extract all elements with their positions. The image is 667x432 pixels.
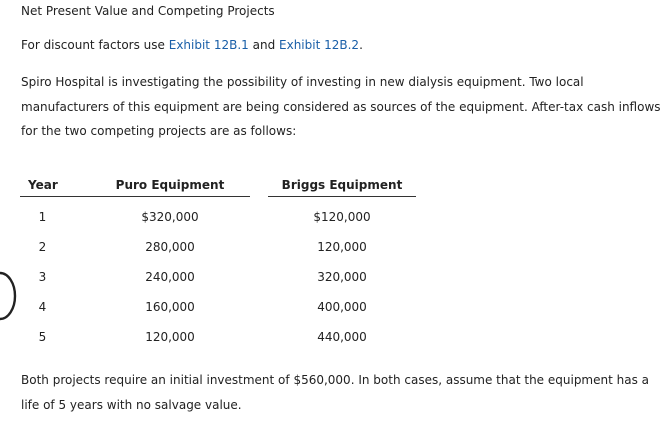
table-row xyxy=(20,292,416,322)
header-spacer xyxy=(250,173,268,197)
puro-cell: 280,000 xyxy=(145,240,195,254)
briggs-cell: 120,000 xyxy=(317,240,367,254)
year-header: Year xyxy=(20,173,65,197)
table-row xyxy=(20,232,416,262)
year-cell: 4 xyxy=(38,300,47,314)
discount-factor-note xyxy=(21,38,363,52)
discount-middle: and xyxy=(252,38,276,52)
briggs-cell: 440,000 xyxy=(317,330,367,344)
discount-suffix: . xyxy=(359,38,363,52)
year-cell: 1 xyxy=(38,210,47,224)
page-title: Net Present Value and Competing Projects xyxy=(21,4,275,18)
discount-prefix: For discount factors use xyxy=(21,38,165,52)
puro-cell: $320,000 xyxy=(141,210,199,224)
table-row xyxy=(20,197,416,233)
cash-inflows-table xyxy=(20,173,416,352)
table-header-row xyxy=(20,173,416,197)
briggs-cell: $120,000 xyxy=(313,210,371,224)
puro-cell: 120,000 xyxy=(145,330,195,344)
year-cell: 2 xyxy=(38,240,47,254)
outro-paragraph: Both projects require an initial investment of $560,000. In both cases, assume that the equipment has a life of 5 years with no salvage value. xyxy=(21,373,650,412)
year-cell: 3 xyxy=(38,270,47,284)
table-row xyxy=(20,322,416,352)
puro-cell: 160,000 xyxy=(145,300,195,314)
puro-header: Puro Equipment xyxy=(90,173,250,197)
margin-arc-icon xyxy=(0,270,20,322)
intro-paragraph: Spiro Hospital is investigating the possibility of investing in new dialysis equipment. Two local manufacturers of this equipment are being considered as sources of the equipment. After-tax cash inflows for the two competing projects are as follows: xyxy=(21,75,661,138)
header-spacer xyxy=(65,173,90,197)
table-row xyxy=(20,262,416,292)
briggs-header: Briggs Equipment xyxy=(268,173,416,197)
year-cell: 5 xyxy=(38,330,47,344)
exhibit-12b2-link[interactable]: Exhibit 12B.2 xyxy=(279,38,360,52)
briggs-cell: 320,000 xyxy=(317,270,367,284)
briggs-cell: 400,000 xyxy=(317,300,367,314)
puro-cell: 240,000 xyxy=(145,270,195,284)
exhibit-12b1-link[interactable]: Exhibit 12B.1 xyxy=(168,38,249,52)
